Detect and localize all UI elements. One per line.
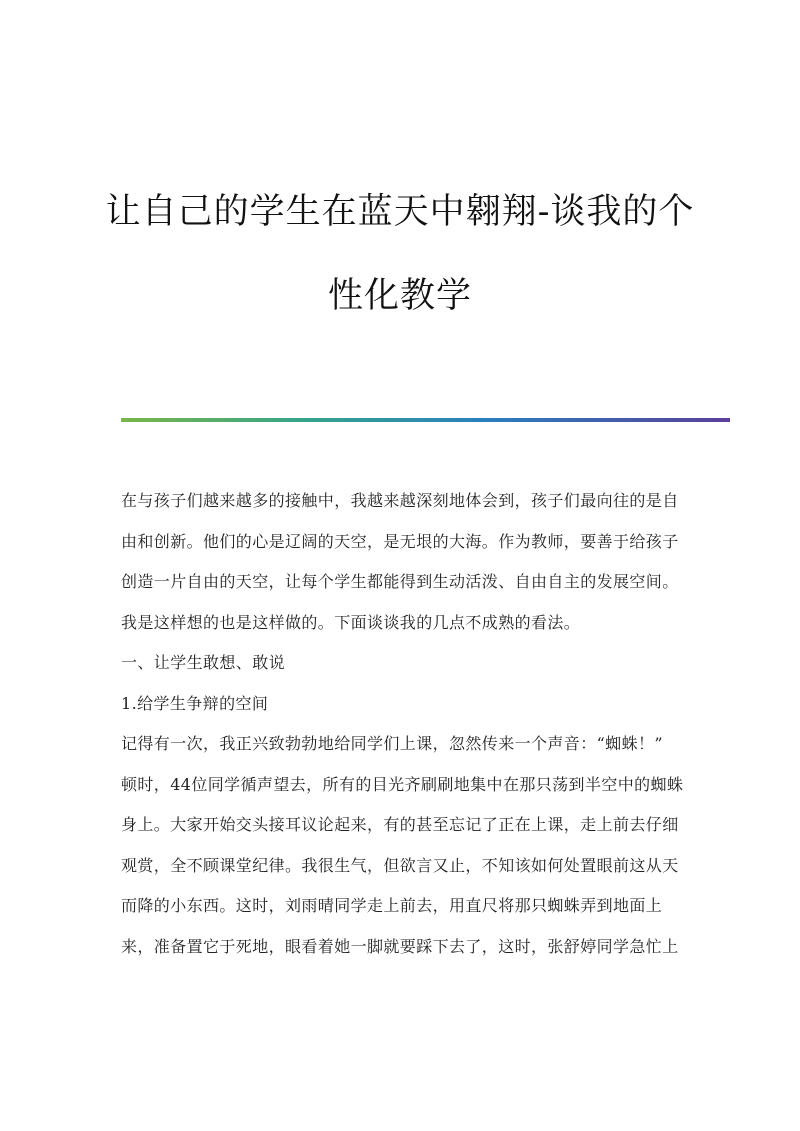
paragraph-line: 顿时，44位同学循声望去，所有的目光齐刷刷地集中在那只荡到半空中的蜘蛛 [121, 774, 684, 794]
paragraph-line: 来，准备置它于死地，眼看着她一脚就要踩下去了，这时，张舒婷同学急忙上 [121, 936, 679, 956]
paragraph-line: 我是这样想的也是这样做的。下面谈谈我的几点不成熟的看法。 [121, 612, 581, 632]
paragraph-line: 身上。大家开始交头接耳议论起来，有的甚至忘记了正在上课，走上前去仔细 [121, 815, 679, 834]
section-heading: 一、让学生敢想、敢说 [121, 653, 286, 672]
document-body [121, 491, 684, 977]
gradient-divider [121, 418, 730, 422]
paragraph-line: 而降的小东西。这时，刘雨晴同学走上前去，用直尺将那只蜘蛛弄到地面上 [121, 896, 663, 915]
paragraph-line: 记得有一次，我正兴致勃勃地给同学们上课，忽然传来一个声音：“蜘蛛！” [121, 734, 663, 753]
paragraph-line: 由和创新。他们的心是辽阔的天空，是无垠的大海。作为教师，要善于给孩子 [121, 531, 679, 551]
paragraph-line: 创造一片自由的天空，让每个学生都能得到生动活泼、自由自主的发展空间。 [121, 572, 679, 591]
document-title-line-1: 让自己的学生在蓝天中翱翔-谈我的个 [105, 192, 695, 232]
document-title-line-2: 性化教学 [327, 276, 472, 316]
subsection-heading: 1.给学生争辩的空间 [121, 693, 269, 713]
paragraph-line: 在与孩子们越来越多的接触中，我越来越深刻地体会到，孩子们最向往的是自 [121, 491, 679, 510]
paragraph-line: 观赏，全不顾课堂纪律。我很生气，但欲言又止，不知该如何处置眼前这从天 [121, 855, 679, 875]
